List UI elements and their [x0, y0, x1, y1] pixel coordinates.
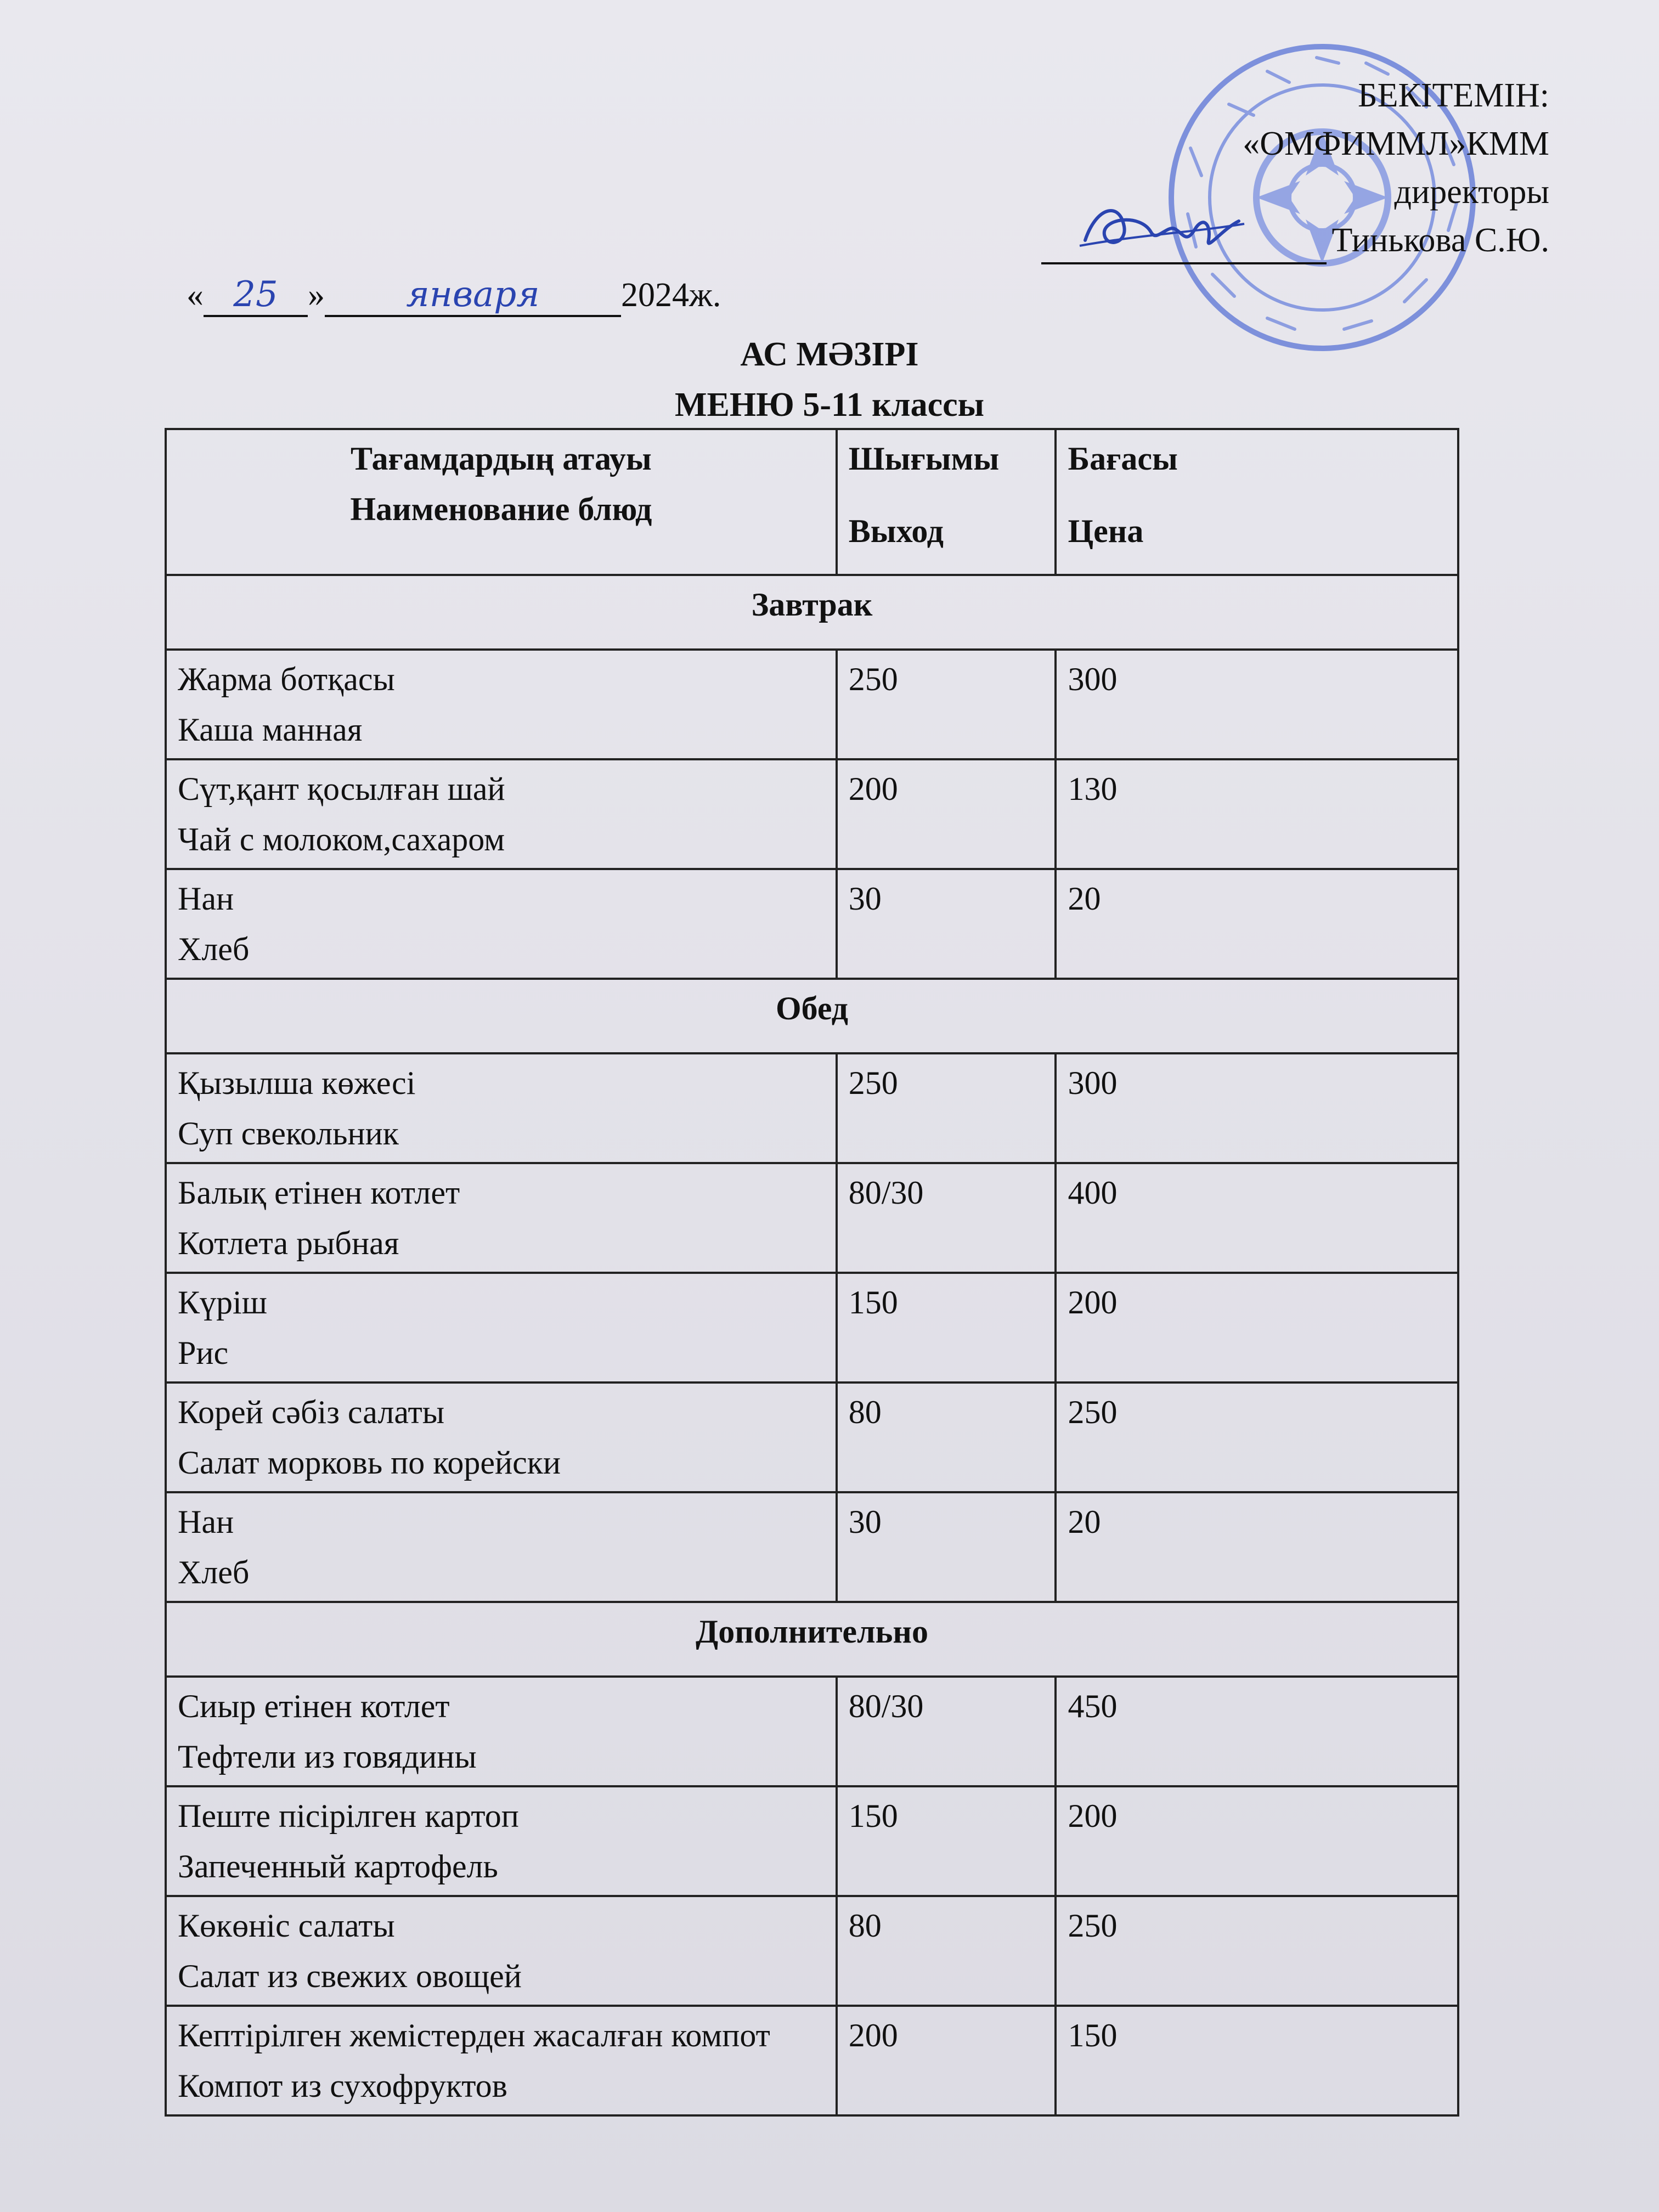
dish-name-kk: Сиыр етінен котлет	[178, 1688, 450, 1724]
dish-price: 300	[1056, 650, 1458, 759]
signature-icon	[1074, 191, 1250, 262]
dish-name-ru: Рис	[178, 1335, 229, 1371]
organization-name: «ОМФИММЛ»КММ	[1243, 125, 1549, 162]
dish-name-cell	[166, 1896, 837, 2006]
header-price	[1056, 429, 1458, 575]
dish-name-kk: Нан	[178, 1504, 234, 1540]
dish-price: 450	[1056, 1677, 1458, 1786]
table-row	[166, 869, 1458, 979]
header-yield-kk: Шығымы	[848, 441, 1000, 477]
dish-yield: 150	[837, 1273, 1056, 1383]
dish-price: 20	[1056, 869, 1458, 979]
dish-price: 250	[1056, 1383, 1458, 1492]
dish-yield: 200	[837, 759, 1056, 869]
dish-name-cell	[166, 1492, 837, 1602]
header-price-kk: Бағасы	[1068, 441, 1178, 477]
title-kazakh: АС МӘЗІРІ	[740, 336, 919, 373]
dish-name-ru: Каша манная	[178, 712, 363, 748]
dish-name-cell	[166, 1273, 837, 1383]
dish-name-kk: Көкөніс салаты	[178, 1908, 395, 1944]
position-title: директоры	[1394, 173, 1549, 211]
table-row	[166, 1677, 1458, 1786]
dish-name-kk: Сүт,қант қосылған шай	[178, 771, 505, 807]
section-row	[166, 575, 1458, 650]
header-price-ru: Цена	[1068, 513, 1144, 549]
dish-yield: 150	[837, 1786, 1056, 1896]
dish-yield: 250	[837, 1053, 1056, 1163]
date-close-quote: »	[308, 276, 325, 314]
dish-name-kk: Қызылша көжесі	[178, 1065, 416, 1101]
dish-name-kk: Балық етінен котлет	[178, 1175, 460, 1211]
date-line	[187, 274, 721, 317]
table-row	[166, 1786, 1458, 1896]
dish-yield: 80	[837, 1896, 1056, 2006]
date-year: 2024ж.	[621, 276, 721, 314]
header-yield-ru: Выход	[848, 513, 944, 549]
dish-name-ru: Котлета рыбная	[178, 1225, 399, 1261]
director-name: Тинькова С.Ю.	[1331, 222, 1549, 259]
dish-price: 200	[1056, 1273, 1458, 1383]
dish-name-kk: Күріш	[178, 1284, 267, 1321]
dish-name-kk: Жарма ботқасы	[178, 661, 395, 697]
dish-yield: 80/30	[837, 1163, 1056, 1273]
date-month: января	[406, 274, 540, 315]
approval-heading: БЕКІТЕМІН:	[1358, 77, 1549, 114]
date-month-blank	[325, 274, 621, 317]
dish-price: 130	[1056, 759, 1458, 869]
dish-name-cell	[166, 869, 837, 979]
dish-name-cell	[166, 1383, 837, 1492]
section-row	[166, 979, 1458, 1053]
date-day-blank	[204, 274, 308, 317]
table-row	[166, 2006, 1458, 2115]
dish-name-kk: Нан	[178, 881, 234, 917]
dish-yield: 30	[837, 1492, 1056, 1602]
dish-price: 200	[1056, 1786, 1458, 1896]
section-title: Обед	[166, 979, 1458, 1053]
dish-name-cell	[166, 759, 837, 869]
dish-yield: 30	[837, 869, 1056, 979]
dish-name-ru: Компот из сухофруктов	[178, 2068, 507, 2104]
approval-block	[1041, 71, 1550, 264]
dish-name-ru: Салат морковь по корейски	[178, 1444, 561, 1481]
dish-name-cell	[166, 2006, 837, 2115]
dish-price: 150	[1056, 2006, 1458, 2115]
header-yield	[837, 429, 1056, 575]
dish-price: 400	[1056, 1163, 1458, 1273]
header-name-kk: Тағамдардың атауы	[350, 441, 652, 477]
dish-name-ru: Хлеб	[178, 931, 250, 967]
table-row	[166, 1053, 1458, 1163]
dish-yield: 80/30	[837, 1677, 1056, 1786]
menu-table	[165, 428, 1459, 2117]
dish-name-cell	[166, 1786, 837, 1896]
table-row	[166, 1383, 1458, 1492]
header-name-ru: Наименование блюд	[350, 491, 652, 527]
dish-name-cell	[166, 1677, 837, 1786]
dish-name-kk: Кептірілген жемістерден жасалған компот	[178, 2017, 770, 2053]
dish-name-kk: Пеште пісірілген картоп	[178, 1798, 519, 1834]
signature-line	[1041, 229, 1327, 264]
dish-name-ru: Суп свекольник	[178, 1115, 399, 1152]
dish-name-cell	[166, 1053, 837, 1163]
table-header-row	[166, 429, 1458, 575]
dish-yield: 80	[837, 1383, 1056, 1492]
table-row	[166, 1492, 1458, 1602]
menu-titles	[0, 329, 1659, 430]
date-day: 25	[233, 274, 278, 315]
dish-name-ru: Чай с молоком,сахаром	[178, 821, 505, 857]
section-row	[166, 1602, 1458, 1677]
dish-yield: 200	[837, 2006, 1056, 2115]
table-row	[166, 650, 1458, 759]
section-title: Завтрак	[166, 575, 1458, 650]
dish-yield: 250	[837, 650, 1056, 759]
dish-name-cell	[166, 1163, 837, 1273]
dish-name-ru: Салат из свежих овощей	[178, 1958, 522, 1994]
dish-name-ru: Тефтели из говядины	[178, 1739, 477, 1775]
title-russian: МЕНЮ 5-11 классы	[674, 386, 985, 424]
section-title: Дополнительно	[166, 1602, 1458, 1677]
header-dish-name	[166, 429, 837, 575]
dish-name-cell	[166, 650, 837, 759]
dish-price: 250	[1056, 1896, 1458, 2006]
table-row	[166, 1273, 1458, 1383]
table-row	[166, 1896, 1458, 2006]
dish-name-kk: Корей сәбіз салаты	[178, 1394, 445, 1430]
table-row	[166, 759, 1458, 869]
dish-name-ru: Запеченный картофель	[178, 1848, 498, 1884]
date-open-quote: «	[187, 276, 204, 314]
table-row	[166, 1163, 1458, 1273]
dish-name-ru: Хлеб	[178, 1554, 250, 1590]
dish-price: 20	[1056, 1492, 1458, 1602]
dish-price: 300	[1056, 1053, 1458, 1163]
